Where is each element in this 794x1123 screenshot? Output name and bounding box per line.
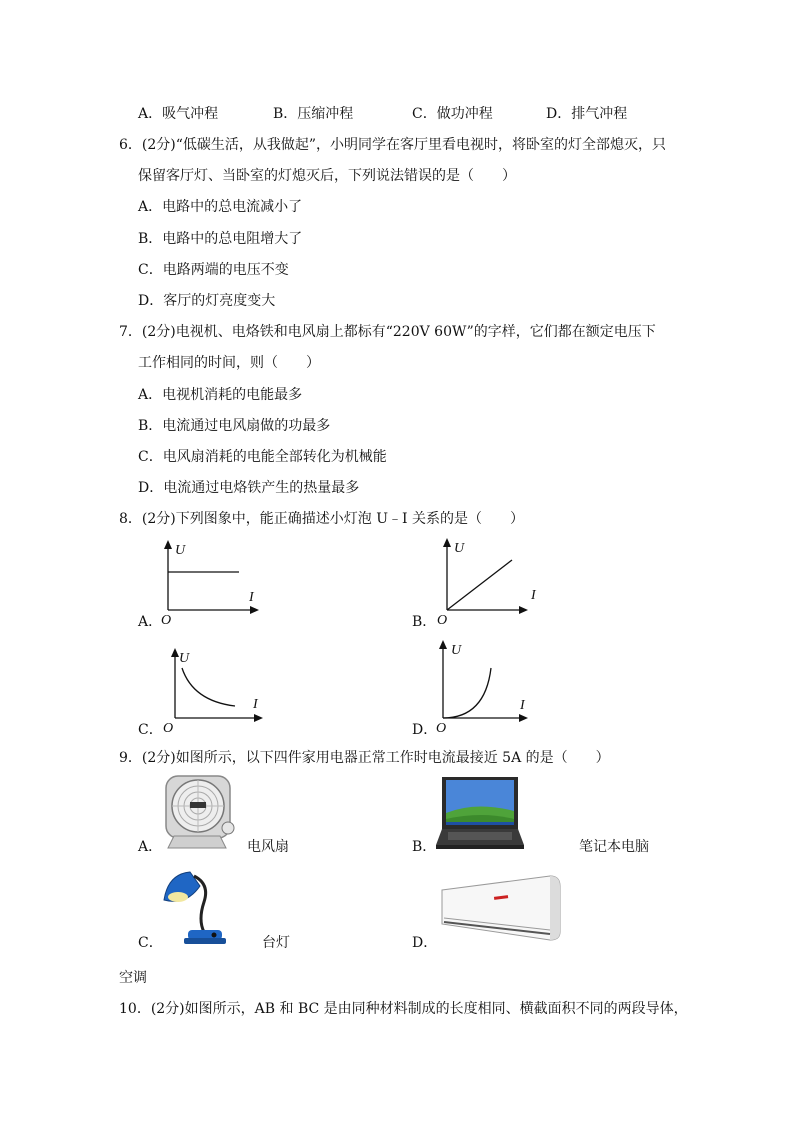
graph-d-u-label: U [451,643,462,658]
q9-label-c: C． [138,935,163,951]
q6-stem-line1: 6．(2分)“低碳生活，从我做起”，小明同学在客厅里看电视时，将卧室的灯全部熄灭，只 [119,137,667,153]
graph-a-origin: O [161,613,172,628]
graph-a-x-arrow [250,606,259,614]
electric-fan-image [160,772,240,852]
q6-option-b: B．电路中的总电阻增大了 [138,231,303,247]
graph-a-y-arrow [164,540,172,549]
laptop-image [436,775,526,851]
q5-option-a: A．吸气冲程 [138,106,219,122]
q7-stem-line2: 工作相同的时间，则（ ） [138,355,320,371]
q10-stem-line1: 10．(2分)如图所示，AB 和 BC 是由同种材料制成的长度相同、横截面积不同的两段导体， [119,1001,688,1017]
q7-option-d: D．电流通过电烙铁产生的热量最多 [138,480,360,496]
q9-name-laptop: 笔记本电脑 [579,839,649,855]
q8-label-c: C． [138,722,163,738]
graph-d-increasing [430,638,540,738]
graph-d-curve [443,668,491,718]
graph-a-i-label: I [249,590,254,605]
graph-c-decreasing [155,646,275,738]
q8-stem: 8．(2分)下列图象中，能正确描述小灯泡 U﹣I 关系的是（ ） [119,511,524,527]
q6-stem-line2: 保留客厅灯、当卧室的灯熄灭后，下列说法错误的是（ ） [138,168,516,184]
q7-stem-line1: 7．(2分)电视机、电烙铁和电风扇上都标有“220V 60W”的字样，它们都在额定电压下 [119,324,656,340]
q9-label-a: A． [138,839,163,855]
q8-label-b: B． [412,614,437,630]
graph-c-x-arrow [254,714,263,722]
graph-b-curve [447,560,512,610]
graph-c-origin: O [163,721,174,736]
q9-label-b: B． [412,839,437,855]
graph-b-origin: O [437,613,448,628]
graph-b-u-label: U [454,541,465,556]
graph-c-u-label: U [179,651,190,666]
q6-option-d: D．客厅的灯亮度变大 [138,293,276,309]
graph-d-i-label: I [520,698,525,713]
graph-d-origin: O [436,721,447,736]
graph-c-y-arrow [171,648,179,657]
graph-a-u-label: U [175,543,186,558]
q5-option-c: C．做功冲程 [412,106,493,122]
q5-option-b: B．压缩冲程 [273,106,354,122]
q7-option-b: B．电流通过电风扇做的功最多 [138,418,331,434]
graph-b-linear [434,536,554,630]
graph-d-y-arrow [439,640,447,649]
graph-c-curve [182,668,235,706]
q7-option-c: C．电风扇消耗的电能全部转化为机械能 [138,449,387,465]
graph-b-i-label: I [531,588,536,603]
q9-name-fan: 电风扇 [247,839,289,855]
q8-label-a: A． [138,614,163,630]
q9-name-lamp: 台灯 [262,935,290,951]
q5-option-d: D．排气冲程 [546,106,628,122]
desk-lamp-image [160,866,230,948]
graph-c-i-label: I [253,697,258,712]
q7-option-a: A．电视机消耗的电能最多 [138,387,303,403]
graph-b-x-arrow [519,606,528,614]
air-conditioner-image [438,872,562,942]
q9-name-ac: 空调 [119,970,147,986]
q9-label-d: D． [412,935,438,951]
q6-option-c: C．电路两端的电压不变 [138,262,289,278]
q8-label-d: D． [412,722,438,738]
q6-option-a: A．电路中的总电流减小了 [138,199,303,215]
q9-stem: 9．(2分)如图所示，以下四件家用电器正常工作时电流最接近 5A 的是（ ） [119,750,610,766]
graph-a-constant [155,538,265,630]
graph-b-y-arrow [443,538,451,547]
graph-d-x-arrow [519,714,528,722]
